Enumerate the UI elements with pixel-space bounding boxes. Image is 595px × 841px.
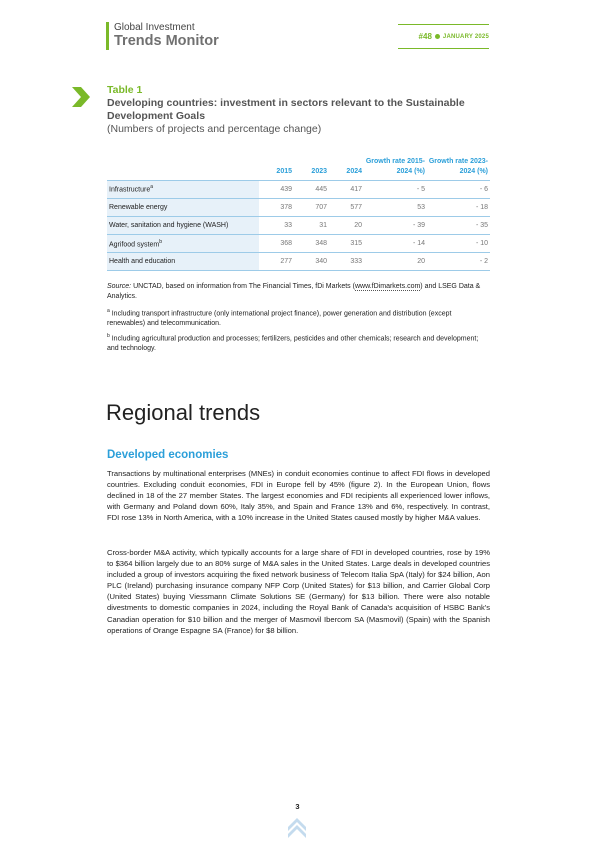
publication-brand xyxy=(106,22,219,50)
table-subtitle: (Numbers of projects and percentage change) xyxy=(107,123,322,135)
footnote-b xyxy=(107,332,490,353)
cell-growth-2015-2024: 53 xyxy=(364,198,427,216)
issue-number: #48 xyxy=(418,32,432,41)
source-label: Source: xyxy=(107,283,132,290)
publication-title-top: Global Investment xyxy=(114,22,195,33)
table-source xyxy=(107,282,490,301)
cell-2015: 368 xyxy=(259,235,294,253)
column-header-2015: 2015 xyxy=(259,150,294,180)
cell-growth-2023-2024: - 2 xyxy=(427,253,490,271)
cell-2023: 31 xyxy=(294,216,329,234)
cell-2024: 577 xyxy=(329,198,364,216)
cell-growth-2015-2024: - 39 xyxy=(364,216,427,234)
footnote-marker: b xyxy=(159,238,162,245)
column-header-sector xyxy=(107,150,259,180)
footnote-b-text: Including agricultural production and processes; fertilizers, pesticides and other chemicals; research and development; and technology. xyxy=(107,335,479,352)
cell-2015: 33 xyxy=(259,216,294,234)
publication-title-main: Trends Monitor xyxy=(114,33,219,49)
footnote-a xyxy=(107,307,490,328)
cell-growth-2023-2024: - 6 xyxy=(427,180,490,198)
body-paragraph: Cross-border M&A activity, which typically accounts for a large share of FDI in developed countries, rose by 19% to $364 billion largely due to an 80% surge of M&A sales in the United States. Large deals in developed countries included a group of investors acquiring the fixed network business of Telecom Italia SpA (Italy) for $24 billion, Aon PLC (Ireland) purchasing insurance company NFP Corp (United States) for $13 billion, and Carrier Global Corp (United States) buying Viessmann Climate Solutions SE (Germany) for $13 billion. There were also notable divestments to domestic companies in 2024, including the Royal Bank of Canada's acquisition of HSBC Bank's Canadian operation for $10 billion and the merger of Masmovil Ibercom SA (Masmovil) (Spain) with the Spanish operations of Orange Espagne SA (France) for $8 billion. xyxy=(107,548,490,635)
row-label-text: Water, sanitation and hygiene (WASH) xyxy=(109,221,229,229)
table-row xyxy=(107,180,490,198)
row-label-text: Infrastructure xyxy=(109,186,151,194)
source-tail: ) and LSEG Data & Analytics. xyxy=(107,283,481,300)
cell-growth-2015-2024: - 14 xyxy=(364,235,427,253)
cell-2023: 445 xyxy=(294,180,329,198)
row-label xyxy=(107,216,259,234)
issue-info xyxy=(398,24,489,49)
cell-2015: 378 xyxy=(259,198,294,216)
issue-separator-dot xyxy=(435,34,440,39)
row-label xyxy=(107,235,259,253)
cell-2023: 348 xyxy=(294,235,329,253)
cell-growth-2015-2024: 20 xyxy=(364,253,427,271)
body-paragraph: Transactions by multinational enterprises (MNEs) in conduit economies continue to affect FDI flows in developed countries. Excluding conduit economies, FDI in Europe fell by 45% (figure 2). In the European Union, flows declined in 18 of the 27 member States. The largest economies and FDI recipients all experienced lower inflows, with Germany and Poland down 60%, Italy 35%, and Spain and France 13% and 6%, respectively. In contrast, FDI rose 13% in North America, with a 10% increase in the United States caused mostly by higher M&A values. xyxy=(107,469,490,523)
cell-2015: 439 xyxy=(259,180,294,198)
table-row xyxy=(107,198,490,216)
row-label-text: Renewable energy xyxy=(109,203,168,211)
column-header-growth-2023-2024-text: Growth rate 2023-2024 (%) xyxy=(428,157,488,175)
cell-growth-2015-2024: - 5 xyxy=(364,180,427,198)
footnote-a-text: Including transport infrastructure (only international project finance), power generation and distribution (except renewables) and telecommunication. xyxy=(107,310,452,327)
row-label xyxy=(107,253,259,271)
row-label-text: Health and education xyxy=(109,258,176,266)
table-header-row xyxy=(107,150,490,180)
table-row xyxy=(107,253,490,271)
chevron-right-icon xyxy=(70,86,92,108)
cell-2023: 707 xyxy=(294,198,329,216)
table-title: Developing countries: investment in sectors relevant to the Sustainable Development Goals xyxy=(107,97,465,122)
issue-date: JANUARY 2025 xyxy=(442,33,489,40)
source-text: UNCTAD, based on information from The Financial Times, fDi Markets ( xyxy=(133,283,355,290)
section-heading: Regional trends xyxy=(106,400,261,425)
cell-2024: 333 xyxy=(329,253,364,271)
source-link[interactable]: www.fDimarkets.com xyxy=(354,283,421,290)
column-header-growth-2023-2024 xyxy=(427,150,490,180)
row-label xyxy=(107,198,259,216)
row-label-text: Agrifood system xyxy=(109,241,160,249)
cell-2015: 277 xyxy=(259,253,294,271)
footnote-b-marker: b xyxy=(107,333,110,339)
scroll-up-icon[interactable] xyxy=(286,817,308,839)
subsection-heading: Developed economies xyxy=(107,449,229,461)
sdg-investment-table xyxy=(107,150,490,271)
row-label xyxy=(107,180,259,198)
cell-2023: 340 xyxy=(294,253,329,271)
page-number: 3 xyxy=(295,802,300,811)
cell-growth-2023-2024: - 35 xyxy=(427,216,490,234)
footnote-a-marker: a xyxy=(107,308,110,314)
cell-growth-2023-2024: - 18 xyxy=(427,198,490,216)
column-header-growth-2015-2024 xyxy=(364,150,427,180)
cell-2024: 20 xyxy=(329,216,364,234)
column-header-growth-2015-2024-text: Growth rate 2015-2024 (%) xyxy=(365,157,425,175)
table-label: Table 1 xyxy=(107,84,143,96)
table-row xyxy=(107,216,490,234)
cell-growth-2023-2024: - 10 xyxy=(427,235,490,253)
column-header-2024: 2024 xyxy=(329,150,364,180)
footnote-marker: a xyxy=(150,184,154,191)
cell-2024: 315 xyxy=(329,235,364,253)
cell-2024: 417 xyxy=(329,180,364,198)
column-header-2023: 2023 xyxy=(294,150,329,180)
table-row xyxy=(107,235,490,253)
